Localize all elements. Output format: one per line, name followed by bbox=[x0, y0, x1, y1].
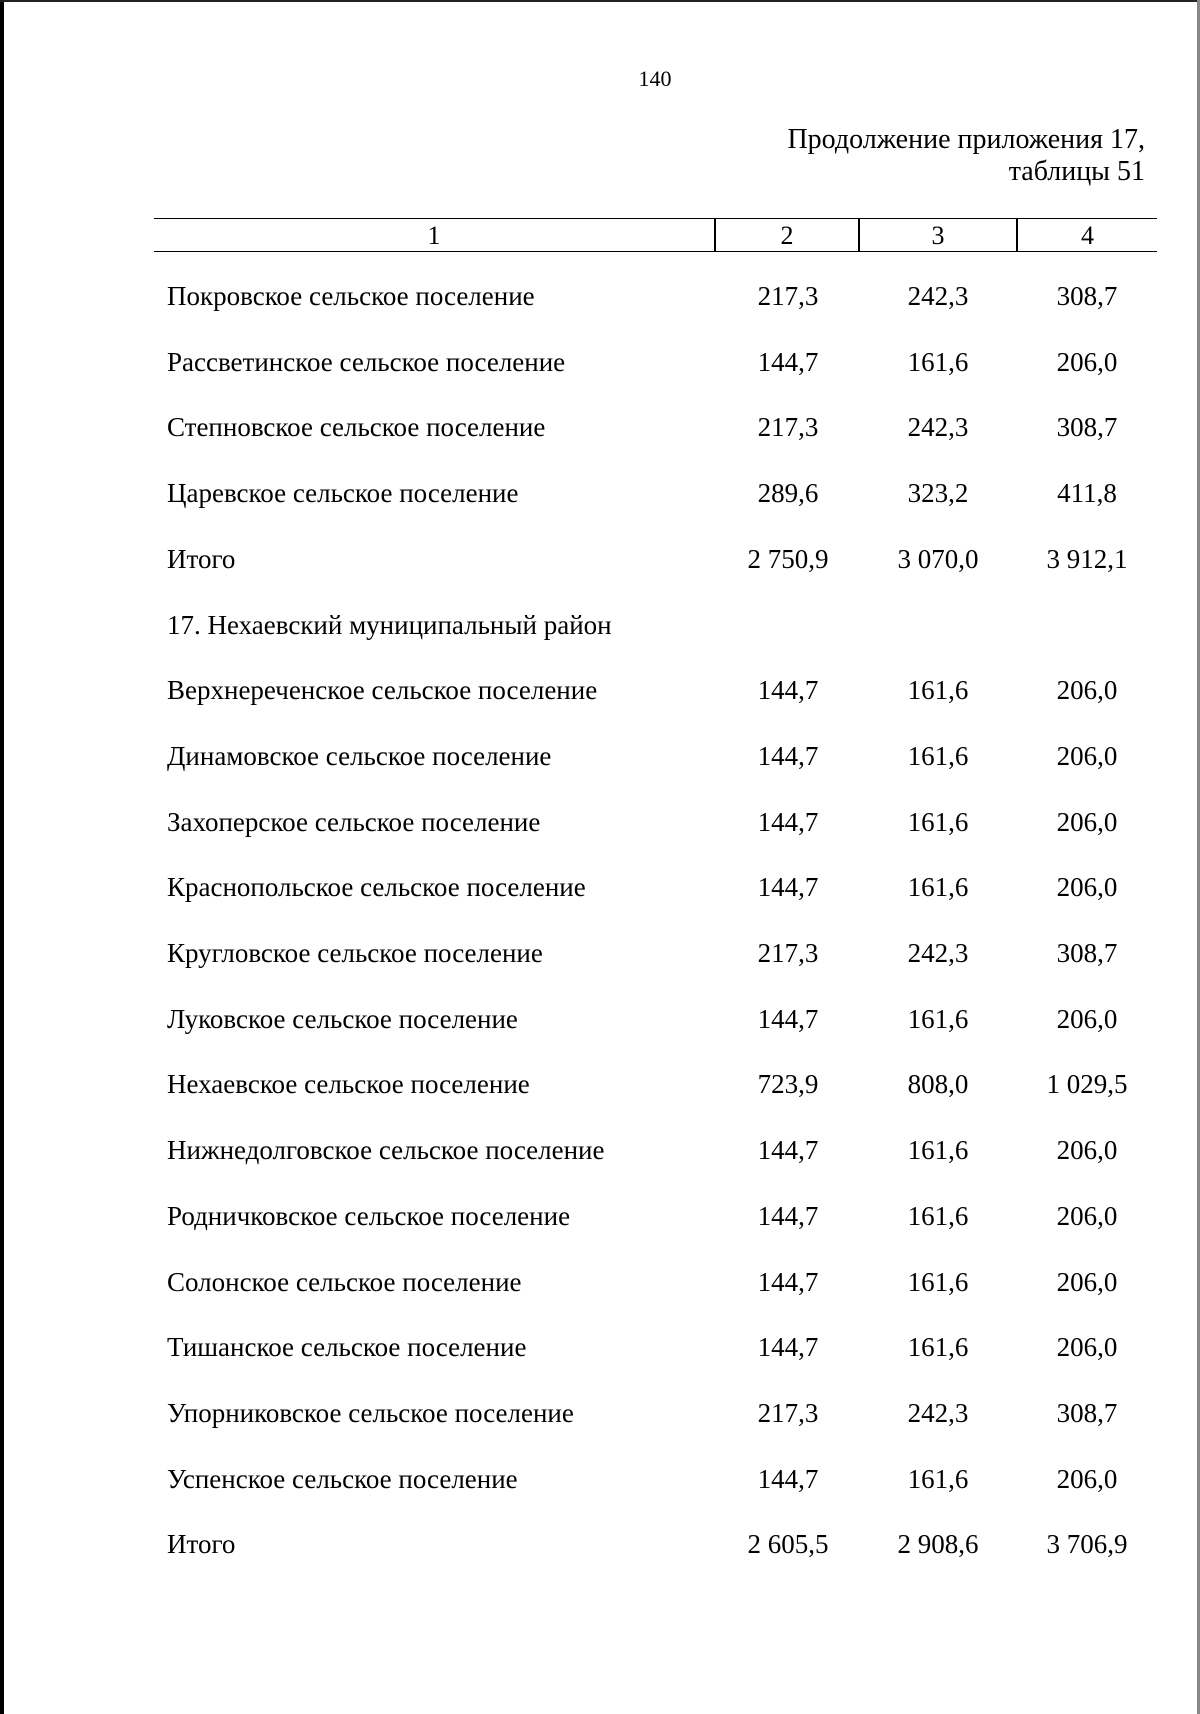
table-row bbox=[0, 1135, 1200, 1185]
row-name: Захоперское сельское поселение bbox=[167, 807, 541, 837]
row-col-4: 206,0 bbox=[1056, 1201, 1118, 1231]
row-name: Рассветинское сельское поселение bbox=[167, 347, 566, 377]
row-name: Динамовское сельское поселение bbox=[167, 741, 552, 771]
row-col-3: 808,0 bbox=[907, 1069, 969, 1099]
row-col-3: 3 070,0 bbox=[897, 544, 979, 574]
row-col-4: 206,0 bbox=[1056, 347, 1118, 377]
table-row bbox=[0, 1267, 1200, 1317]
row-name: Степновское сельское поселение bbox=[167, 412, 546, 442]
row-name: Нижнедолговское сельское поселение bbox=[167, 1135, 605, 1165]
header-col-1: 1 bbox=[427, 221, 441, 250]
row-name: Кругловское сельское поселение bbox=[167, 938, 543, 968]
row-col-4: 3 706,9 bbox=[1046, 1529, 1128, 1559]
row-col-4: 308,7 bbox=[1056, 412, 1118, 442]
row-name: Тишанское сельское поселение bbox=[167, 1332, 527, 1362]
row-col-2: 144,7 bbox=[757, 1004, 819, 1034]
row-name: 17. Нехаевский муниципальный район bbox=[167, 610, 612, 640]
table-row bbox=[0, 544, 1200, 594]
row-col-2: 144,7 bbox=[757, 807, 819, 837]
row-col-4: 206,0 bbox=[1056, 741, 1118, 771]
row-col-2: 144,7 bbox=[757, 1332, 819, 1362]
row-col-3: 161,6 bbox=[907, 807, 969, 837]
row-col-3: 161,6 bbox=[907, 1004, 969, 1034]
row-col-3: 161,6 bbox=[907, 1201, 969, 1231]
continuation-line-2: таблицы 51 bbox=[1008, 156, 1145, 187]
row-name: Верхнереченское сельское поселение bbox=[167, 675, 598, 705]
header-col-3: 3 bbox=[931, 221, 945, 250]
row-col-3: 242,3 bbox=[907, 938, 969, 968]
table-row bbox=[0, 347, 1200, 397]
row-name: Успенское сельское поселение bbox=[167, 1464, 518, 1494]
table-header bbox=[154, 218, 1157, 252]
row-name: Нехаевское сельское поселение bbox=[167, 1069, 530, 1099]
row-col-4: 206,0 bbox=[1056, 1332, 1118, 1362]
table-row bbox=[0, 610, 1200, 660]
table-row bbox=[0, 412, 1200, 462]
row-col-3: 161,6 bbox=[907, 1464, 969, 1494]
table-row bbox=[0, 1332, 1200, 1382]
row-name: Итого bbox=[167, 544, 236, 574]
row-col-3: 323,2 bbox=[907, 478, 969, 508]
row-col-3: 161,6 bbox=[907, 741, 969, 771]
row-name: Упорниковское сельское поселение bbox=[167, 1398, 574, 1428]
row-col-4: 308,7 bbox=[1056, 1398, 1118, 1428]
row-col-2: 217,3 bbox=[757, 1398, 819, 1428]
table-row bbox=[0, 1529, 1200, 1579]
row-col-4: 308,7 bbox=[1056, 281, 1118, 311]
row-col-4: 206,0 bbox=[1056, 1004, 1118, 1034]
row-col-4: 411,8 bbox=[1057, 478, 1117, 508]
row-col-4: 308,7 bbox=[1056, 938, 1118, 968]
row-col-2: 144,7 bbox=[757, 741, 819, 771]
row-col-3: 242,3 bbox=[907, 281, 969, 311]
row-name: Луковское сельское поселение bbox=[167, 1004, 518, 1034]
row-col-2: 2 750,9 bbox=[747, 544, 829, 574]
row-col-3: 242,3 bbox=[907, 1398, 969, 1428]
row-name: Итого bbox=[167, 1529, 236, 1559]
row-col-2: 289,6 bbox=[757, 478, 819, 508]
table-row bbox=[0, 1069, 1200, 1119]
header-col-4: 4 bbox=[1081, 221, 1094, 250]
row-col-2: 723,9 bbox=[757, 1069, 819, 1099]
row-name: Покровское сельское поселение bbox=[167, 281, 535, 311]
table-row bbox=[0, 807, 1200, 857]
row-col-3: 161,6 bbox=[907, 1135, 969, 1165]
header-col-2: 2 bbox=[780, 221, 794, 250]
scan-edge-top bbox=[0, 0, 1200, 2]
row-col-2: 144,7 bbox=[757, 1201, 819, 1231]
continuation-line-1: Продолжение приложения 17, bbox=[787, 124, 1145, 155]
row-col-4: 206,0 bbox=[1056, 1267, 1118, 1297]
page-number: 140 bbox=[638, 66, 672, 91]
table-row bbox=[0, 1464, 1200, 1514]
row-col-2: 144,7 bbox=[757, 1464, 819, 1494]
row-col-4: 1 029,5 bbox=[1046, 1069, 1128, 1099]
table-row bbox=[0, 938, 1200, 988]
row-col-4: 206,0 bbox=[1056, 872, 1118, 902]
table-row bbox=[0, 872, 1200, 922]
row-col-3: 242,3 bbox=[907, 412, 969, 442]
row-col-3: 161,6 bbox=[907, 1267, 969, 1297]
row-col-2: 217,3 bbox=[757, 412, 819, 442]
row-name: Краснопольское сельское поселение bbox=[167, 872, 586, 902]
row-col-4: 206,0 bbox=[1056, 675, 1118, 705]
table-row bbox=[0, 281, 1200, 331]
row-col-3: 161,6 bbox=[907, 1332, 969, 1362]
table-row bbox=[0, 741, 1200, 791]
row-col-3: 161,6 bbox=[907, 347, 969, 377]
row-col-2: 217,3 bbox=[757, 938, 819, 968]
row-name: Солонское сельское поселение bbox=[167, 1267, 522, 1297]
table-row bbox=[0, 1398, 1200, 1448]
scan-edge-left bbox=[0, 0, 4, 1714]
row-name: Царевское сельское поселение bbox=[167, 478, 519, 508]
table-row bbox=[0, 1201, 1200, 1251]
table-row bbox=[0, 675, 1200, 725]
row-col-2: 144,7 bbox=[757, 872, 819, 902]
row-col-3: 161,6 bbox=[907, 675, 969, 705]
row-col-2: 2 605,5 bbox=[747, 1529, 829, 1559]
table-row bbox=[0, 1004, 1200, 1054]
row-col-2: 144,7 bbox=[757, 1135, 819, 1165]
row-col-3: 2 908,6 bbox=[897, 1529, 979, 1559]
row-col-4: 206,0 bbox=[1056, 1464, 1118, 1494]
row-col-2: 217,3 bbox=[757, 281, 819, 311]
continuation-note bbox=[787, 124, 1145, 188]
row-name: Родничковское сельское поселение bbox=[167, 1201, 571, 1231]
row-col-4: 206,0 bbox=[1056, 807, 1118, 837]
table-row bbox=[0, 478, 1200, 528]
row-col-3: 161,6 bbox=[907, 872, 969, 902]
row-col-2: 144,7 bbox=[757, 347, 819, 377]
row-col-2: 144,7 bbox=[757, 675, 819, 705]
row-col-4: 3 912,1 bbox=[1046, 544, 1128, 574]
row-col-2: 144,7 bbox=[757, 1267, 819, 1297]
row-col-4: 206,0 bbox=[1056, 1135, 1118, 1165]
